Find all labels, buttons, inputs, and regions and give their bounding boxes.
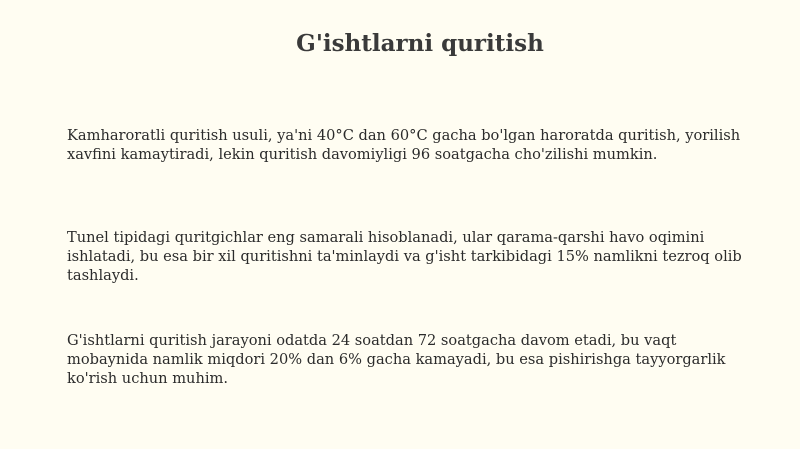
slide-title: G'ishtlarni quritish bbox=[296, 30, 544, 57]
paragraph-tunnel-dryers: Tunel tipidagi quritgichlar eng samarali hisoblanadi, ular qarama-qarshi havo oqimini ishlatadi, bu esa bir xil quritishni ta'minlaydi va g'isht tarkibidagi 15% namlikni tezroq olib tashlaydi. bbox=[67, 229, 742, 284]
paragraph-drying-duration: G'ishtlarni quritish jarayoni odatda 24 soatdan 72 soatgacha davom etadi, bu vaqt mobaynida namlik miqdori 20% dan 6% gacha kamayadi, bu esa pishirishga tayyorgarlik ko'rish uchun muhim. bbox=[67, 332, 726, 387]
paragraph-low-temperature-drying: Kamharoratli quritish usuli, ya'ni 40°C dan 60°C gacha bo'lgan haroratda quritish, yorilish xavfini kamaytiradi, lekin quritish davomiyligi 96 soatgacha cho'zilishi mumkin. bbox=[67, 127, 741, 163]
